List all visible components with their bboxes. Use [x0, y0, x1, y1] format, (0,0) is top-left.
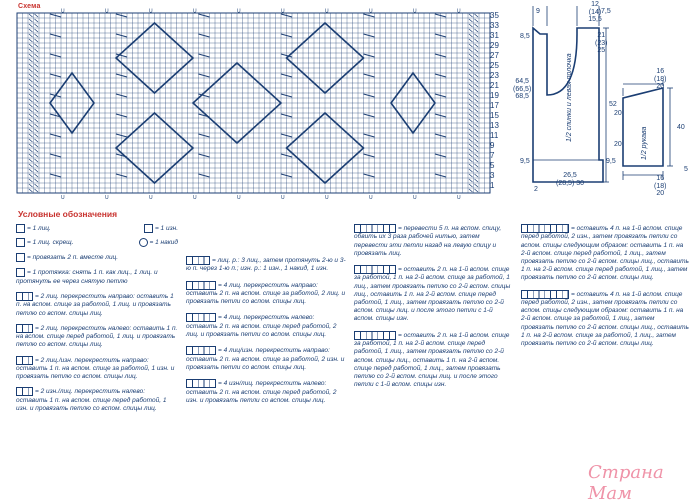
- legend-item: = 4 изн/лиц. перекрестить налево: оставить 2 п. на вспом. спице перед работой, 2 изн. и провязать петли со вспом. спицы лиц.: [186, 380, 337, 404]
- cross-right-purl-symbol: [16, 356, 33, 365]
- sleeve-hem: 5: [684, 166, 688, 173]
- front-width: 26,5 (28,5) 30: [556, 172, 585, 187]
- bobble-symbol: [186, 256, 210, 265]
- front-neck-depth: 21 (23) 25: [595, 32, 608, 54]
- front-hem-right: 9,5: [606, 158, 616, 165]
- chart-top-mark: U: [281, 8, 285, 15]
- cable-4-left-symbol: [186, 313, 216, 322]
- legend-column-4: [521, 224, 689, 348]
- chart-top-mark: U: [325, 8, 329, 15]
- row-number: 7: [490, 151, 495, 160]
- chart-top-mark: U: [149, 8, 153, 15]
- row-number: 29: [490, 41, 499, 50]
- legend-item: = оставить 4 п. на 1-й вспом. спице перед работой, 2 изн., затем провязать петли со вспом. спицы следующим образом: оставить 1 п. на 2-й вспом. спице перед работой, 1 лиц., затем провязать петлю со 2-й вспом. спицы лиц., оставить 1 п. на 2-й вспом. спице перед работой, 1 лиц., затем провязать петлю со 2-й вспом. спицы лиц.: [521, 225, 689, 282]
- row-number: 9: [490, 141, 495, 150]
- cable-5-b-symbol: [354, 331, 396, 340]
- cable-5-a-symbol: [354, 265, 396, 274]
- chart-bottom-mark: U: [149, 195, 153, 201]
- row-number: 15: [490, 111, 499, 120]
- front-top-right: 7,5: [601, 8, 611, 15]
- cable-4-right-symbol: [186, 281, 216, 290]
- wrap-5-symbol: [354, 224, 396, 233]
- row-number: 33: [490, 21, 499, 30]
- legend-column-1: [16, 224, 178, 413]
- chart-top-mark: U: [237, 8, 241, 15]
- legend-column-3: [354, 224, 512, 389]
- row-number: 5: [490, 161, 495, 170]
- row-number: 35: [490, 11, 499, 20]
- chart-bottom-mark: U: [61, 195, 65, 201]
- chart-bottom-mark: U: [281, 195, 285, 201]
- front-top-width: 12 (14) 15,5: [588, 1, 602, 23]
- chart-bottom-mark: U: [369, 195, 373, 201]
- sleeve-bottom-width: 16 (18) 20: [654, 175, 667, 197]
- cable-4-left-purl-symbol: [186, 379, 216, 388]
- legend-item: = провязать 2 п. вместе лиц.: [16, 253, 178, 262]
- cable-6-a-symbol: [521, 224, 569, 233]
- sleeve-label: 1/2 рукава: [641, 126, 648, 160]
- chart-bottom-mark: U: [457, 195, 461, 201]
- chart-bottom-mark: U: [105, 195, 109, 201]
- front-top-left: 9: [536, 8, 540, 15]
- pattern-diagram: [505, 0, 700, 205]
- front-tick: 2: [534, 186, 538, 193]
- row-number: 13: [490, 121, 499, 130]
- cross-left-purl-symbol: [16, 387, 33, 396]
- legend-item: = лиц. р.: 3 лиц., затем протянуть 2-ю и 3-ю п. через 1-ю п.; изн. р.: 1 изн., 1 накид, 1 изн.: [186, 257, 346, 273]
- chart-top-mark: U: [61, 8, 65, 15]
- legend-item: = 1 лиц. = 1 изн.: [16, 224, 178, 233]
- cross-right-symbol: [16, 292, 33, 301]
- row-number: 21: [490, 81, 499, 90]
- legend-item: = 2 лиц./изн. перекрестить направо: оставить 1 п. на вспом. спице за работой, 1 изн. и провязать петлю со вспом. спицы лиц.: [16, 356, 175, 381]
- chart-top-mark: U: [369, 8, 373, 15]
- legend-item: = оставить 4 п. на 1-й вспом. спице перед работой, 2 изн., затем провязать петли со вспом. спицы следующим образом: оставить 1 п. на 2-й вспом. спице за работой, 1 лиц., затем провязать петлю со 2-й вспом. спицы лиц., оставить 1 п. на 2-й вспом. спице за работой, 1 лиц., затем провязать петлю со 2-й вспом. спицы лиц.: [521, 290, 689, 348]
- row-number: 25: [490, 61, 499, 70]
- sleeve-left-upper: 20: [614, 110, 622, 117]
- chart-bottom-mark: U: [325, 195, 329, 201]
- watermark: Страна Мам: [588, 462, 664, 504]
- chart-bottom-mark: U: [193, 195, 197, 201]
- row-number: 27: [490, 51, 499, 60]
- legend-column-2: [186, 256, 346, 405]
- legend-item: = 2 лиц. перекрестить направо: оставить 1 п. на вспом. спице за работой, 1 лиц. и провязать петлю со вспом. спицы лиц.: [16, 293, 174, 317]
- legend-item: = 2 лиц. перекрестить налево: оставить 1 п. на вспом. спице перед работой, 1 лиц. и провязать петлю со вспом. спицы лиц.: [16, 324, 178, 349]
- row-number: 11: [490, 131, 499, 140]
- legend-title: Условные обозначения: [18, 209, 118, 219]
- sleeve-length: 40: [677, 124, 685, 131]
- row-number: 1: [490, 181, 495, 190]
- row-number: 3: [490, 171, 495, 180]
- legend-item: = оставить 2 п. на 1-й вспом. спице за работой, 1 п. на 2-й вспом. спице перед работой, 1 лиц., затем провязать петлю со 2-й вспом. спицы лиц., оставить 1 п. на 2-й вспом. спице перед работой, 1 лиц., затем провязать петлю со 2-й вспом. спицы лиц. и после этого петли с 1-й вспом. спицы изн.: [354, 331, 510, 389]
- slip-symbol: [16, 268, 25, 277]
- yarn-over-symbol: [139, 238, 148, 247]
- row-number: 17: [490, 101, 499, 110]
- legend-item: = 4 лиц. перекрестить налево: оставить 2 п. на вспом. спице перед работой, 2 лиц. и провязать петли со вспом. спицы лиц.: [186, 314, 337, 339]
- sleeve-left-lower: 20: [614, 141, 622, 148]
- row-number: 23: [490, 71, 499, 80]
- purl-symbol: [144, 224, 153, 233]
- legend-item: = перевести 5 п. на вспом. спицу, обвить их 3 раза рабочей нитью, затем перевести эти петли назад на левую спицу и провязать лиц.: [354, 225, 502, 257]
- crossed-knit-symbol: [16, 238, 25, 247]
- row-number: 31: [490, 31, 499, 40]
- k2tog-symbol: [16, 253, 25, 262]
- legend-item: = 4 лиц/изн. перекрестить направо: оставить 2 п. на вспом. спице за работой, 2 изн. и провязать петли со вспом. спицы лиц.: [186, 347, 345, 371]
- legend-item: = оставить 2 п. на 1-й вспом. спице за работой, 1 п. на 2-й вспом. спице за работой, 1 лиц., затем провязать петлю со 2-й вспом. спицы лиц., оставить 1 п. на 2-й вспом. спице перед работой, 1 лиц., затем провязать петлю со 2-й вспом. спицы лиц. и после этого петли с 1-й вспом. спицы изн.: [354, 266, 511, 323]
- chart-bottom-mark: U: [413, 195, 417, 201]
- cable-6-b-symbol: [521, 290, 569, 299]
- front-label: 1/2 спинки и левая полочка: [566, 53, 573, 142]
- chart-top-mark: U: [193, 8, 197, 15]
- chart-bottom-mark: U: [237, 195, 241, 201]
- sleeve-top-width: 16 (18) 20: [654, 68, 667, 90]
- legend-item: = 1 лиц. скрещ. = 1 накид: [16, 238, 178, 247]
- front-hem-left: 9,5: [520, 158, 530, 165]
- front-side-height: 64,5 (66,5) 68,5: [513, 78, 532, 100]
- chart-heading: Схема: [18, 3, 41, 10]
- chart-top-mark: U: [105, 8, 109, 15]
- chart-top-mark: U: [413, 8, 417, 15]
- row-number: 19: [490, 91, 499, 100]
- cross-left-symbol: [16, 324, 33, 333]
- chart-top-mark: U: [457, 8, 461, 15]
- legend-item: = 2 изн./лиц. перекрестить налево: оставить 1 п. на вспом. спице перед работой, 1 изн. и провязать петлю со вспом. спицы лиц.: [16, 388, 167, 412]
- cable-4-right-purl-symbol: [186, 346, 216, 355]
- front-height: 52: [609, 101, 617, 108]
- knitting-chart: [16, 8, 491, 201]
- legend-item: = 1 протяжка: снять 1 п. как лиц., 1 лиц. и протянуть ее через снятую петлю: [16, 269, 158, 285]
- knit-symbol: [16, 224, 25, 233]
- front-shoulder-left: 8,5: [520, 33, 530, 40]
- legend-item: = 4 лиц. перекрестить направо: оставить 2 п. на вспом. спице за работой, 2 лиц. и провязать петли со вспом. спицы лиц.: [186, 281, 346, 306]
